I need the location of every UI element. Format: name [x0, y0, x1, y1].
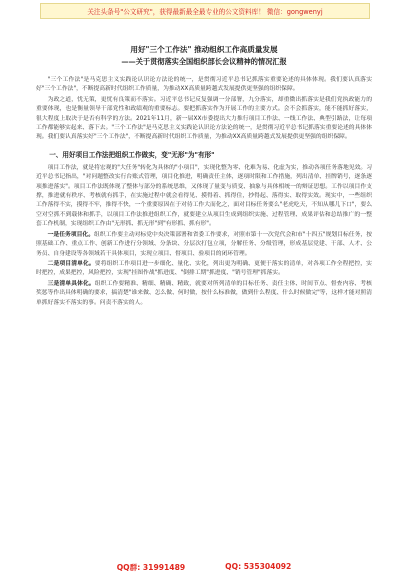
- body-paragraph: 为政之道，忧无策，更忧有良策而不落实。习近平总书记反复强调一分部署，九分落实，却重微出抓落实是我们党执政能力的重要体现，也是衡量领导干部党性和政绩观的重要标志。要把抓落实作为开展工作的主要方式。会不会抓落实，能不能抓好落实，很大程度上取决于是否有科学的方法。2021年11月，新一届XX市委提出大力推行项目工作法、一线工作法、典型引路法，让每项工作都能够实起来、落下去。"三个工作法"是马克思主义实践论认识论方法论的统一，是贯彻习近平总书记抓落实重要论述的具体体现。我们要认真落实好"三个工作法"，不断提高新时代组织工作质量，为推动XX高质量跨越式发展提供更坚强的组织保障。: [36, 96, 372, 141]
- qq-number: QQ: 535304092: [225, 562, 292, 571]
- document-page: [36, 44, 372, 309]
- item-lead: 三是清单具体化。: [47, 280, 95, 287]
- footer-contact: [0, 562, 408, 573]
- item-lead: 二是项目清单化。: [47, 260, 95, 267]
- top-banner: [40, 3, 370, 19]
- item-text: 组织工作要精准、精细、精确、精致，就要对所列清单的目标任务、责任主体、时间节点、督查内容、考核奖惩等作出具体明确的要求，搞清楚"谁来做、怎么做、何时做，按什么标准做，做到什么程度、什么时候做完"等，这样才能对照清单抓好落实不落实的事。问责不落实的人。: [36, 280, 372, 306]
- intro-paragraph: "三个工作法"是马克思主义实践论认识论方法论的统一，是贯彻习近平总书记抓落实重要论述的具体体现。我们要认真落实好"三个工作法"，不断提高新时代组织工作质量，为推动XX高质量跨越式发展提供更坚强的组织保障。: [36, 77, 372, 93]
- document-subtitle: ——关于贯彻落实全国组织部长会议精神的情况汇报: [121, 57, 287, 66]
- section-paragraph: 项目工作法，就是将宏观的"大任务"转化为具体的"小项目"，实现化整为零、化难为易、化虚为实，推动各项任务落地见效。习近平总书记指出，"对问题整改实行台账式管理，项目化推进，明确责任主体，逐项时限和工作措施，列出清单、挂牌销号，逐条逐项推进落实"。项目工作法既体现了整体与部分的系统思维，又体现了量变与质变、抽象与具体相统一的辩证思想。工作以项目作支撑，推进就有秩序、考核就有抓手，在实施过程中就会看得见、摸得着、抓得住，抄得起、落得实、取得实效。现实中，一些组织工作落得不实，摸得不牢，推得不快，一个重要原因在于对待工作大而化之，面对目标任务要么"老虎吃天，不知从哪儿下口"，要么空对空抓不到载体和抓手，以项目工作法推进组织工作，就要建立从项目生成到组织实施、过程管理、成果评估和总结推广的一整套工作机制，实现组织工作由"无形抓、抓无形"到"有形抓、抓有形"。: [36, 164, 372, 228]
- qq-group: QQ群: 31991489: [116, 563, 186, 572]
- item-lead: 一是任务项目化。: [47, 231, 95, 238]
- list-item: [36, 280, 372, 308]
- item-text: 组织工作要主动对标党中央决策部署和省委工作要求，对照市第十一次党代会和市"十四五"规划目标任务，按照基础工作、重点工作、创新工作进行分领域、分条块、分层次打包立项，分解任务、分级管理，形成基层党建、干部、人才、公务员、自身建设等各领域若干具体项目，实现立项目、督项目、验项目的闭环管理。: [36, 231, 372, 257]
- banner-text: 关注头条号"公文研究"，获得最新最全最专业的公文资料库！ 微信：gongwenyj: [87, 8, 323, 16]
- item-text: 要将组织工作项目进一步细化、量化、实化，列出更为明确、更便于落实的清单，对各项工作全程把控，实时把控，成果把控，风险把控，实现"挂图作战"抓进度、"倒排工期"抓进度、"销号管理"抓落实。: [36, 260, 372, 277]
- list-item: [36, 231, 372, 259]
- document-title: 用好"三个工作法" 推动组织工作高质量发展: [130, 45, 278, 54]
- section-heading: 一、用好项目工作法把组织工作做实，变"无形"为"有形": [49, 150, 215, 159]
- list-item: [36, 260, 372, 279]
